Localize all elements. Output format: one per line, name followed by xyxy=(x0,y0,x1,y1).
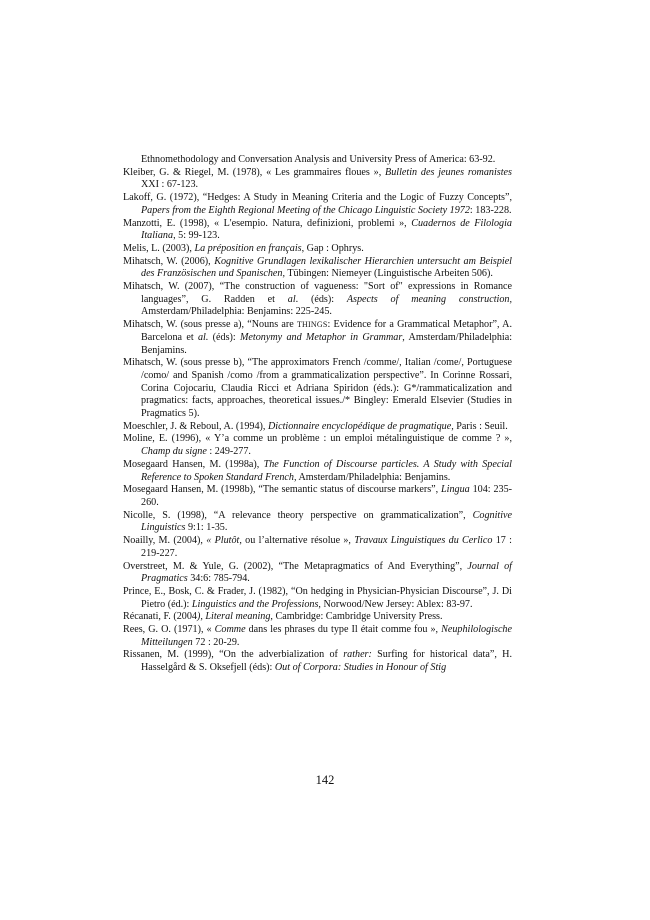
reference-text: Mihatsch, W. (2006), xyxy=(123,255,215,267)
reference-title-text: Champ du signe xyxy=(141,446,207,458)
reference-text: : 249-277. xyxy=(206,446,251,458)
reference-title-text: Travaux Linguistiques du Cerlico xyxy=(354,535,493,547)
reference-entry xyxy=(123,433,512,458)
reference-title-text: The Function of Discourse particles. A Study with Special Reference to Spoken Standard French, xyxy=(141,458,512,483)
reference-title-text: La préposition en français xyxy=(194,242,302,254)
reference-text: Mosegaard Hansen, M. (1998a), xyxy=(123,458,264,470)
reference-title-text: rather: xyxy=(343,649,372,661)
reference-text: Mihatsch, W. (sous presse b), “The approximators French /comme/, Italian /come/, Portuguese /como/ and Spanish /como /from a grammaticalization perspective”. In Corinne Rossari, Corina Cojocariu, Claudia Ricci et Adriana Spiridon (éds.): G*/rammaticalization and pragmatics: facts, approaches, theoretical issues./* Bingley: Emerald Elsevier (Studies in Pragmatics 5). xyxy=(123,357,512,420)
reference-text: . (éds): xyxy=(295,293,347,305)
reference-text: Amsterdam/Philadelphia: Benjamins: 225-245. xyxy=(141,306,332,318)
reference-entry xyxy=(123,535,512,560)
reference-title-text: Comme xyxy=(214,624,246,636)
reference-text: Kleiber, G. & Riegel, M. (1978), « Les grammaires floues », xyxy=(123,166,386,178)
reference-text: (éds): xyxy=(208,331,240,343)
reference-entry xyxy=(123,154,512,167)
reference-entry xyxy=(123,256,512,281)
reference-title-text: « Plutôt xyxy=(206,535,240,547)
reference-text: 17 : 219-227. xyxy=(141,535,512,559)
reference-text: Manzotti, E. (1998), « L'esempio. Natura, definizioni, problemi », xyxy=(123,217,412,229)
reference-text: : 183-228. xyxy=(469,204,512,216)
reference-text: Surfing for historical data”, H. Hasselgård & S. Oksefjell (éds): xyxy=(141,649,512,674)
reference-text: XXI : 67-123. xyxy=(141,179,199,191)
reference-entry xyxy=(123,421,512,434)
reference-title-text: al. xyxy=(197,331,209,343)
reference-text: 72 : 20-29. xyxy=(192,636,240,648)
reference-entry xyxy=(123,586,512,611)
reference-entry xyxy=(123,167,512,192)
reference-entry xyxy=(123,319,512,357)
reference-text: Mihatsch, W. (2007), “The construction of vagueness: "Sort of" expressions in Romance languages”, G. Radden et xyxy=(123,281,512,305)
reference-title-text: Out of Corpora: Studies in Honour of Stig xyxy=(274,662,447,674)
reference-text: Rees, G. O. (1971), « xyxy=(123,624,215,636)
reference-text: , Norwood/New Jersey: Ablex: 83-97. xyxy=(318,598,473,610)
reference-text: Lakoff, G. (1972), “Hedges: A Study in Meaning Criteria and the Logic of Fuzzy Concepts”, xyxy=(123,192,512,204)
reference-title-text: Neuphilologische Mitteilungen xyxy=(141,624,512,648)
reference-title-text: ), Literal meaning xyxy=(196,611,271,623)
reference-text: Moeschler, J. & Reboul, A. (1994), xyxy=(123,420,268,432)
reference-text: 104: 235-260. xyxy=(141,484,512,508)
reference-text: Ethnomethodology and Conversation Analysis and University Press of America: 63-92. xyxy=(141,154,496,165)
reference-text: Melis, L. (2003), xyxy=(123,242,195,254)
reference-text: Récanati, F. (2004 xyxy=(123,611,197,623)
reference-title-text: al xyxy=(287,293,296,305)
reference-text: : Evidence for a Grammatical Metaphor”, A. Barcelona et xyxy=(141,319,512,343)
reference-title-text: Bulletin des jeunes romanistes xyxy=(385,166,512,178)
reference-title-text: Cuadernos de Filologia Italiana xyxy=(141,217,512,242)
reference-title-text: Journal of Pragmatics xyxy=(141,560,512,585)
reference-text: 34:6: 785-794. xyxy=(187,573,250,585)
bibliography-list xyxy=(123,154,512,675)
reference-text: Mosegaard Hansen, M. (1998b), “The semantic status of discourse markers”, xyxy=(123,484,442,496)
reference-text: Moline, E. (1996), « Y’a comme un problème : un emploi métalinguistique de comme ? », xyxy=(123,433,512,445)
reference-text: Mihatsch, W. (sous presse a), “Nouns are xyxy=(123,319,297,331)
reference-title-text: Papers from the Eighth Regional Meeting of the Chicago Linguistic Society 1972 xyxy=(141,204,470,216)
reference-text: Paris : Seuil. xyxy=(453,420,508,432)
reference-text: Rissanen, M. (1999), “On the adverbialization of xyxy=(123,649,344,661)
reference-entry xyxy=(123,624,512,649)
reference-entry xyxy=(123,561,512,586)
reference-entry xyxy=(123,281,512,319)
reference-text: , Cambridge: Cambridge University Press. xyxy=(270,611,443,623)
reference-entry xyxy=(123,510,512,535)
reference-entry xyxy=(123,611,512,624)
reference-text: , 5: 99-123. xyxy=(173,230,220,242)
reference-text: Prince, E., Bosk, C. & Frader, J. (1982), “On hedging in Physician-Physician Discourse”, J. Di Pietro (éd.): xyxy=(123,585,512,610)
reference-title-text: Aspects of meaning construction, xyxy=(346,293,513,305)
reference-text: Tübingen: Niemeyer (Linguistische Arbeiten 506). xyxy=(285,268,493,280)
reference-text: Amsterdam/Philadelphia: Benjamins. xyxy=(296,471,451,483)
reference-title-text: Metonymy and Metaphor in Grammar xyxy=(240,331,403,343)
reference-text: Nicolle, S. (1998), “A relevance theory perspective on grammaticalization”, xyxy=(123,509,473,521)
reference-text: Overstreet, M. & Yule, G. (2002), “The Metapragmatics of And Everything”, xyxy=(123,560,468,572)
reference-text: 9:1: 1-35. xyxy=(185,522,228,534)
reference-text: , Gap : Ophrys. xyxy=(301,242,364,254)
reference-title-text: Kognitive Grundlagen lexikalischer Hierarchien untersucht am Beispiel des Französischen und Spanischen, xyxy=(141,255,512,280)
reference-text: dans les phrases du type Il était comme fou », xyxy=(245,624,442,636)
reference-entry xyxy=(123,218,512,243)
reference-text: THINGS xyxy=(296,320,328,330)
reference-title-text: Cognitive Linguistics xyxy=(141,509,512,534)
reference-text: , Amsterdam/Philadelphia: Benjamins. xyxy=(141,331,513,356)
reference-title-text: Lingua xyxy=(441,484,470,496)
reference-title-text: Dictionnaire encyclopédique de pragmatique, xyxy=(267,420,454,432)
reference-entry xyxy=(123,243,512,256)
reference-title-text: Linguistics and the Professions xyxy=(191,598,319,610)
reference-text: Noailly, M. (2004), xyxy=(123,535,207,547)
reference-text: , ou l’alternative résolue », xyxy=(239,535,355,547)
reference-entry xyxy=(123,484,512,509)
reference-entry xyxy=(123,192,512,217)
page-number: 142 xyxy=(315,773,335,787)
reference-entry xyxy=(123,357,512,421)
reference-entry xyxy=(123,649,512,674)
reference-entry xyxy=(123,459,512,484)
